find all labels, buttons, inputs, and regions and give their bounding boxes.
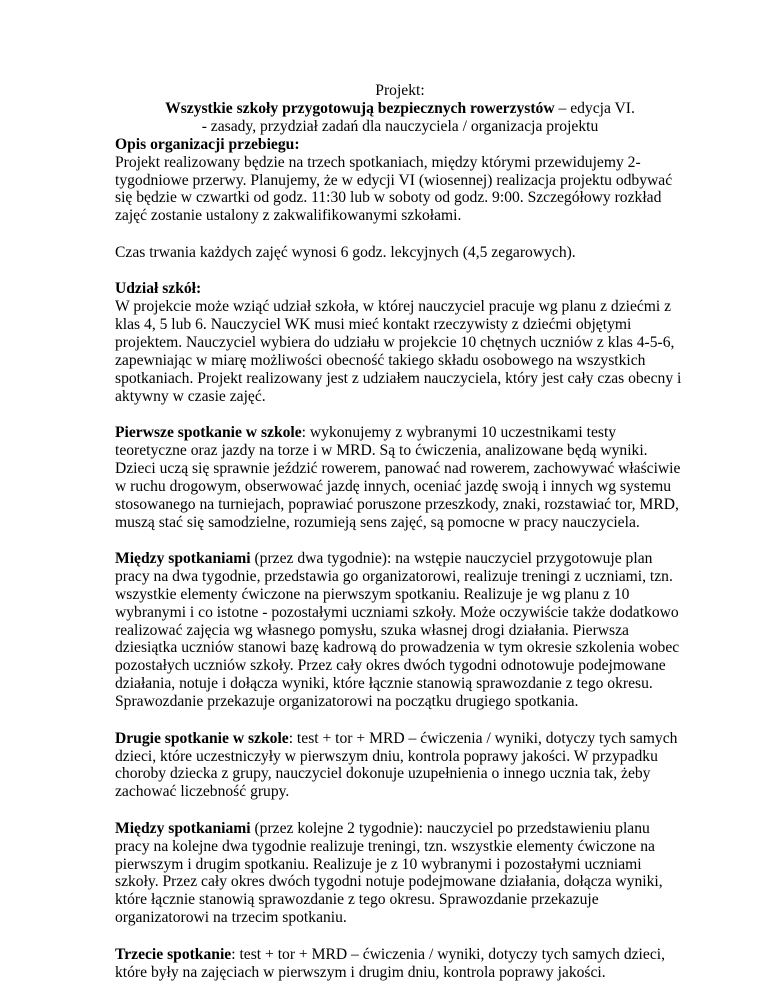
section-trzecie-spotkanie: Trzecie spotkanie: test + tor + MRD – ćwiczenia / wyniki, dotyczy tych samych dzieci, które były na zajęciach w pierwszym i drugim dniu, kontrola poprawy jakości. — [115, 945, 665, 981]
section-text-opis: Projekt realizowany będzie na trzech spotkaniach, między którymi przewidujemy 2-tygodniowe przerwy. Planujemy, że w edycji VI (wiosennej) realizacja projektu odbywać się będzie w czwartki od godz. 11:30 lub w soboty od godz. 9:00. Szczegółowy rozkład zajęć zostanie ustalony z zakwalifikowanymi szkołami. — [115, 153, 673, 225]
document-header — [115, 82, 685, 136]
section-text-czas: Czas trwania każdych zajęć wynosi 6 godz. lekcyjnych (4,5 zegarowych). — [115, 243, 576, 261]
title-edition: – edycja VI. — [554, 99, 635, 117]
header-project-label: Projekt: — [375, 82, 425, 99]
title-bold: Wszystkie szkoły przygotowują bezpiecznych rowerzystów — [165, 99, 555, 117]
section-text-udzial: W projekcie może wziąć udział szkoła, w której nauczyciel pracuje wg planu z dziećmi z klas 4, 5 lub 6. Nauczyciel WK musi mieć kontakt rzeczywisty z dziećmi objętymi projektem. Nauczyciel wybiera do udziału w projekcie 10 chętnych uczniów z klas 4-5-6, zapewniając w miarę możliwości obecność takiego składu osobowego na wszystkich spotkaniach. Projekt realizowany jest z udziałem nauczyciela, który jest cały czas obecny i aktywny w czasie zajęć. — [115, 298, 682, 405]
section-pierwsze-spotkanie: Pierwsze spotkanie w szkole: wykonujemy z wybranymi 10 uczestnikami testy teoretyczne oraz jazdy na torze i w MRD. Są to ćwiczenia, analizowane będą wyniki. Dzieci uczą się sprawnie jeździć rowerem, panować nad rowerem, zachowywać właściwie w ruchu drogowym, obserwować jazdę innych, oceniać jazdę swoją i innych wg systemu stosowanego na turniejach, poprawiać poruszone przeszkody, znaki, rozstawiać tor, MRD, muszą stać się samodzielne, rozumieją sens zajęć, są pomocne w pracy nauczyciela. — [115, 424, 681, 531]
section-heading-udzial: Udział szkół: — [115, 280, 202, 298]
document-page — [115, 82, 685, 981]
section-miedzy-spotkaniami-1: Między spotkaniami (przez dwa tygodnie): na wstępie nauczyciel przygotowuje plan pracy na dwa tygodnie, przedstawia go organizatorowi, realizuje treningi z uczniami, tzn. wszystkie elementy ćwiczone na pierwszym spotkaniu. Realizuje je wg planu z 10 wybranymi i co istotne - pozostałymi uczniami szkoły. Może oczywiście także dodatkowo realizować zajęcia wg własnego pomysłu, szuka własnej drogi działania. Pierwsza dziesiątka uczniów stanowi bazę kadrową do prowadzenia w tym okresie szkolenia wobec pozostałych uczniów szkoły. Przez cały okres dwóch tygodni odnotowuje podejmowane działania, notuje i dołącza wyniki, które łącznie stanowią sprawozdanie z tego okresu. Sprawozdanie przekazuje organizatorowi na początku drugiego spotkania. — [115, 549, 680, 711]
document-title — [115, 100, 685, 118]
section-heading-opis: Opis organizacji przebiegu: — [115, 135, 300, 153]
document-subtitle: - zasady, przydział zadań dla nauczyciela / organizacja projektu — [201, 117, 599, 135]
section-miedzy-spotkaniami-2: Między spotkaniami (przez kolejne 2 tygodnie): nauczyciel po przedstawieniu planu pracy na kolejne dwa tygodnie realizuje treningi, tzn. wszystkie elementy ćwiczone na pierwszym i drugim spotkaniu. Realizuje je z 10 wybranymi i pozostałymi uczniami szkoły. Przez cały okres dwóch tygodni notuje podejmowane działania, dołącza wyniki, które łącznie stanowią sprawozdanie z tego okresu. Sprawozdanie przekazuje organizatorowi na trzecim spotkaniu. — [115, 819, 663, 927]
section-drugie-spotkanie: Drugie spotkanie w szkole: test + tor + MRD – ćwiczenia / wyniki, dotyczy tych samych dzieci, które uczestniczyły w pierwszym dniu, kontrola poprawy jakości. W przypadku choroby dziecka z grupy, nauczyciel dokonuje uzupełnienia o innego ucznia tak, żeby zachować liczebność grupy. — [115, 729, 678, 801]
